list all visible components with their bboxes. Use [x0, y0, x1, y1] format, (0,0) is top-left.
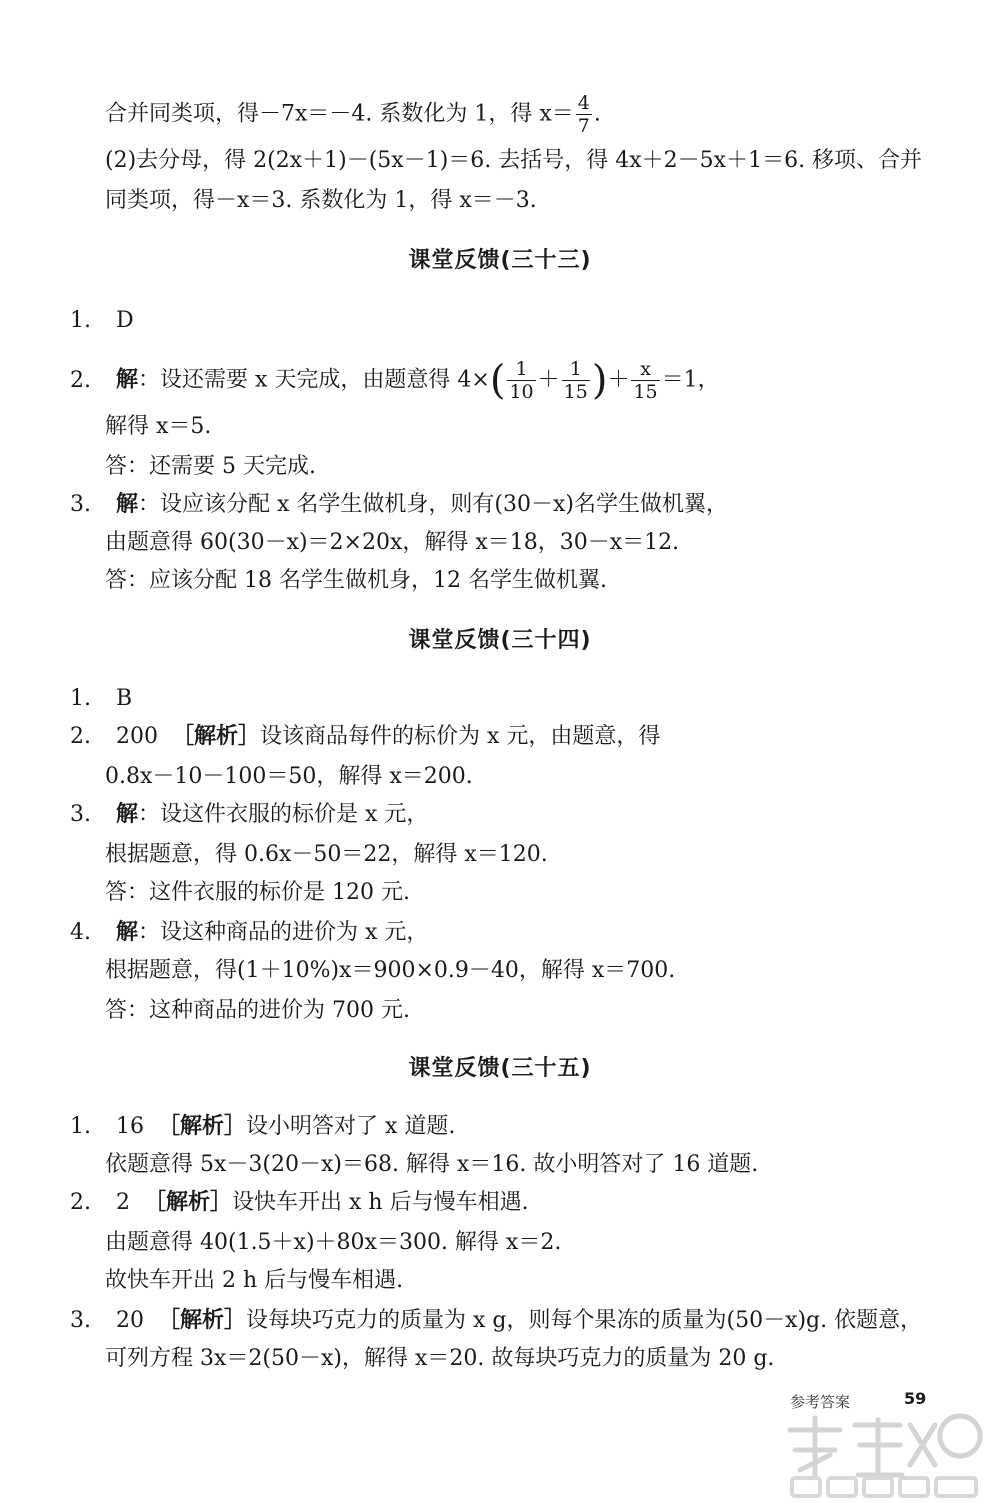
s33-item-1	[70, 306, 134, 336]
fraction	[576, 92, 592, 137]
text: 设该商品每件的标价为 x 元，由题意，得	[260, 724, 661, 749]
text: 设每块巧克力的质量为 x g，则每个果冻的质量为(50－x)g. 依题意，	[246, 1308, 923, 1333]
text: 设快车开出 x h 后与慢车相遇.	[232, 1190, 529, 1215]
item-number: 3.	[70, 1308, 91, 1333]
numerator: 1	[507, 358, 535, 381]
denominator: 7	[577, 115, 590, 137]
s33-item-3-line-2: 由题意得 60(30－x)＝2×20x，解得 x＝18，30－x＝12.	[105, 530, 680, 555]
s35-item-3	[70, 1306, 922, 1336]
numerator: 4	[577, 92, 590, 114]
s33-item-3-line-3: 答：应该分配 18 名学生做机身，12 名学生做机翼.	[105, 568, 607, 593]
solution-label: 解	[116, 920, 139, 945]
s35-item-2-line-2: 由题意得 40(1.5＋x)＋80x＝300. 解得 x＝2.	[105, 1230, 562, 1255]
page-number: 59	[904, 1389, 927, 1408]
section-title-35: 课堂反馈(三十五)	[408, 1056, 592, 1081]
s34-item-1	[70, 684, 132, 714]
intro-line-1	[105, 92, 601, 137]
paren-open: (	[489, 357, 506, 404]
answer: D	[116, 308, 134, 333]
s35-item-2	[70, 1188, 529, 1218]
intro-line-3: 同类项，得－x＝3. 系数化为 1，得 x＝－3.	[105, 188, 537, 213]
text: ：设应该分配 x 名学生做机身，则有(30－x)名学生做机翼，	[138, 492, 728, 517]
s35-item-1-line-2: 依题意得 5x－3(20－x)＝68. 解得 x＝16. 故小明答对了 16 道题.	[105, 1152, 759, 1177]
solution-label: 解	[116, 492, 139, 517]
s33-item-3	[70, 490, 728, 520]
s34-item-3-line-3: 答：这件衣服的标价是 120 元.	[105, 880, 410, 905]
operator: ＋	[607, 367, 630, 393]
s34-item-4-line-3: 答：这种商品的进价为 700 元.	[105, 998, 410, 1023]
answer: 200	[116, 724, 158, 749]
analysis-tag: ［解析］	[144, 1190, 233, 1215]
s34-item-3-line-2: 根据题意，得 0.6x－50＝22，解得 x＝120.	[105, 842, 548, 867]
s34-item-4	[70, 918, 428, 948]
analysis-tag: ［解析］	[158, 1114, 247, 1139]
text: ＝1，	[661, 367, 720, 393]
item-number: 4.	[70, 920, 91, 945]
item-number: 1.	[70, 1114, 91, 1139]
answer: B	[116, 686, 133, 711]
operator: ＋	[537, 367, 560, 393]
s33-item-2	[70, 358, 720, 403]
text: ：设这件衣服的标价是 x 元，	[138, 802, 429, 827]
footer-label: 参考答案	[790, 1393, 851, 1411]
watermark-logo-icon	[780, 1410, 990, 1500]
answer: 20	[116, 1308, 144, 1333]
s34-item-2	[70, 722, 660, 752]
analysis-tag: ［解析］	[172, 724, 261, 749]
text: 合并同类项，得－7x＝－4. 系数化为 1，得 x＝	[105, 101, 574, 127]
item-number: 3.	[70, 802, 91, 827]
section-title-34: 课堂反馈(三十四)	[408, 628, 592, 653]
item-number: 1.	[70, 686, 91, 711]
s34-item-4-line-2: 根据题意，得(1＋10%)x＝900×0.9－40，解得 x＝700.	[105, 958, 676, 983]
answer: 16	[116, 1114, 144, 1139]
section-title-33: 课堂反馈(三十三)	[408, 248, 592, 273]
text: ：设还需要 x 天完成，由题意得 4×	[138, 367, 490, 393]
s34-item-2-line-2: 0.8x－10－100＝50，解得 x＝200.	[105, 764, 473, 789]
text: .	[593, 101, 601, 127]
item-number: 1.	[70, 308, 91, 333]
intro-line-2: (2)去分母，得 2(2x＋1)－(5x－1)＝6. 去括号，得 4x＋2－5x＋1＝6. 移项、合并	[105, 148, 923, 173]
item-number: 3.	[70, 492, 91, 517]
s35-item-3-line-2: 可列方程 3x＝2(50－x)，解得 x＝20. 故每块巧克力的质量为 20 g.	[105, 1346, 775, 1371]
item-number: 2.	[70, 367, 91, 393]
denominator: 15	[633, 381, 658, 403]
paren-close: )	[591, 357, 608, 404]
answer: 2	[116, 1190, 130, 1215]
fraction	[507, 358, 535, 403]
fraction	[562, 358, 590, 403]
s35-item-2-line-3: 故快车开出 2 h 后与慢车相遇.	[105, 1268, 404, 1293]
solution-label: 解	[116, 802, 139, 827]
text: ：设这种商品的进价为 x 元，	[138, 920, 429, 945]
solution-label: 解	[116, 367, 139, 393]
item-number: 2.	[70, 724, 91, 749]
numerator: x	[631, 358, 659, 381]
analysis-tag: ［解析］	[158, 1308, 247, 1333]
fraction	[631, 358, 659, 403]
denominator: 15	[563, 381, 588, 403]
denominator: 10	[509, 381, 534, 403]
s33-item-2-line-2: 解得 x＝5.	[105, 414, 212, 439]
s33-item-2-line-3: 答：还需要 5 天完成.	[105, 454, 316, 479]
text: 设小明答对了 x 道题.	[246, 1114, 456, 1139]
s35-item-1	[70, 1112, 455, 1142]
numerator: 1	[562, 358, 590, 381]
item-number: 2.	[70, 1190, 91, 1215]
s34-item-3	[70, 800, 428, 830]
